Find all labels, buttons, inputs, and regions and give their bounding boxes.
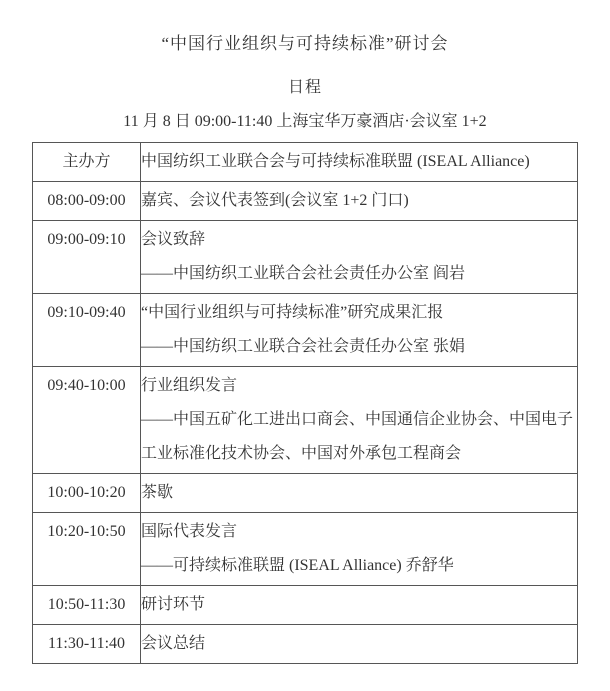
activity-cell xyxy=(141,625,578,664)
activity-cell xyxy=(141,221,578,294)
time-cell: 09:40-10:00 xyxy=(33,367,141,474)
content-line: 中国纺织工业联合会与可持续标准联盟 (ISEAL Alliance) xyxy=(141,153,530,170)
table-row-industry-speeches xyxy=(33,367,578,474)
time-cell: 09:10-09:40 xyxy=(33,294,141,367)
time-cell: 11:30-11:40 xyxy=(33,625,141,664)
organizer-value-cell xyxy=(141,143,578,182)
table-row-international-speech xyxy=(33,513,578,586)
content-line: 茶歇 xyxy=(141,484,174,501)
table-row-discussion xyxy=(33,586,578,625)
activity-cell xyxy=(141,513,578,586)
content-line: “中国行业组织与可持续标准”研究成果汇报 xyxy=(141,304,444,321)
activity-cell xyxy=(141,182,578,221)
table-row-checkin xyxy=(33,182,578,221)
table-row-summary xyxy=(33,625,578,664)
speaker-line: ——可持续标准联盟 (ISEAL Alliance) 乔舒华 xyxy=(141,557,454,574)
table-row-organizer xyxy=(33,143,578,182)
time-cell: 10:50-11:30 xyxy=(33,586,141,625)
date-location-line: 11 月 8 日 09:00-11:40 上海宝华万豪酒店·会议室 1+2 xyxy=(123,113,487,130)
speaker-line: ——中国纺织工业联合会社会责任办公室 张娟 xyxy=(141,338,466,355)
content-line: 会议致辞 xyxy=(141,231,206,248)
activity-cell xyxy=(141,474,578,513)
time-cell: 10:00-10:20 xyxy=(33,474,141,513)
speaker-line: ——中国纺织工业联合会社会责任办公室 阎岩 xyxy=(141,265,466,282)
table-row-opening-remarks xyxy=(33,221,578,294)
content-line: 嘉宾、会议代表签到(会议室 1+2 门口) xyxy=(141,192,409,209)
speaker-line: ——中国五矿化工进出口商会、中国通信企业协会、中国电子工业标准化技术协会、中国对外承包工程商会 xyxy=(141,411,574,462)
table-row-research-report xyxy=(33,294,578,367)
content-line: 会议总结 xyxy=(141,635,206,652)
activity-cell xyxy=(141,586,578,625)
content-line: 国际代表发言 xyxy=(141,523,238,540)
activity-cell xyxy=(141,367,578,474)
document-subtitle: 日程 xyxy=(287,79,322,96)
schedule-table xyxy=(32,142,578,664)
time-cell: 10:20-10:50 xyxy=(33,513,141,586)
table-row-tea-break xyxy=(33,474,578,513)
content-line: 研讨环节 xyxy=(141,596,206,613)
organizer-label-cell: 主办方 xyxy=(33,143,141,182)
document-title: “中国行业组织与可持续标准”研讨会 xyxy=(161,34,449,53)
activity-cell xyxy=(141,294,578,367)
time-cell: 09:00-09:10 xyxy=(33,221,141,294)
time-cell: 08:00-09:00 xyxy=(33,182,141,221)
content-line: 行业组织发言 xyxy=(141,377,238,394)
